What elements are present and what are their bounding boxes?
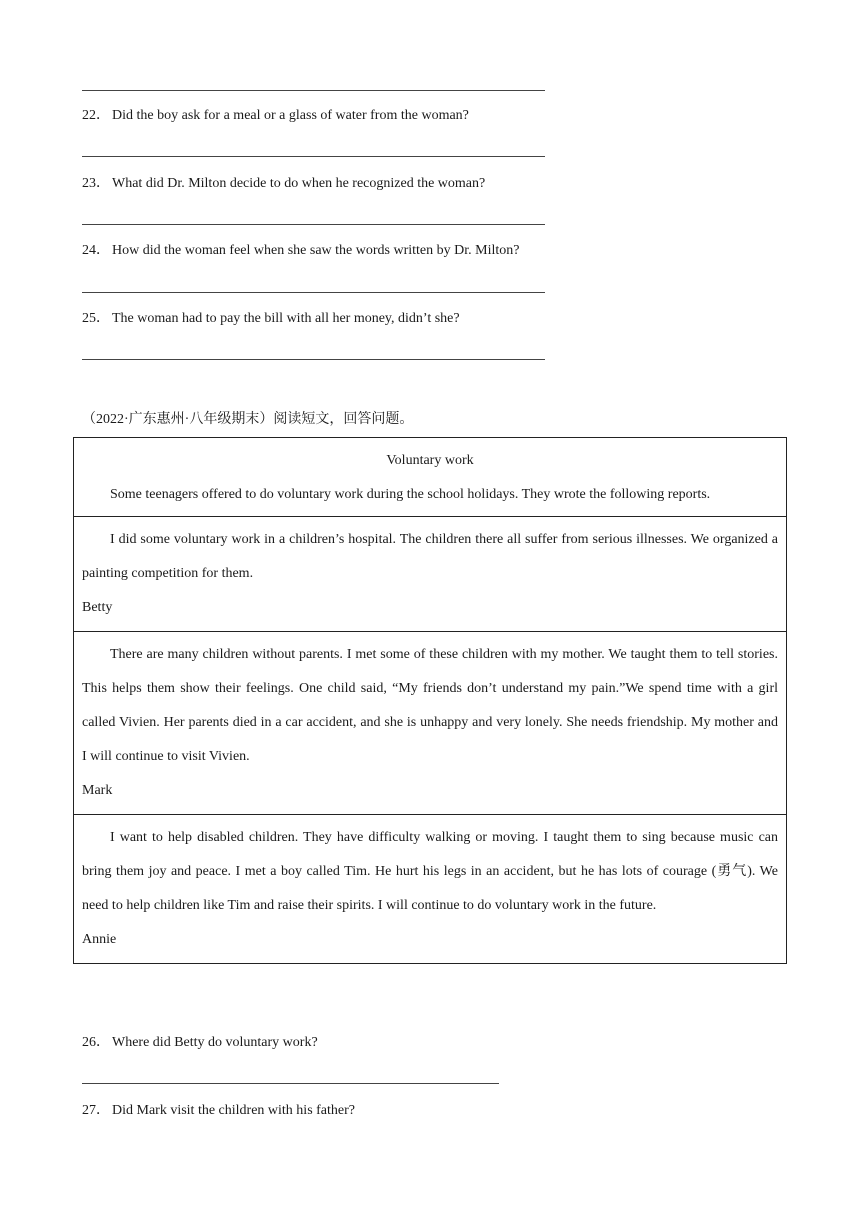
answer-line[interactable] <box>82 292 545 293</box>
question-24 <box>82 241 519 261</box>
report-text: I did some voluntary work in a children’s hospital. The children there all suffer from serious illnesses. We organized a painting competition for them. <box>82 532 778 581</box>
answer-line[interactable] <box>82 359 545 360</box>
question-text: What did Dr. Milton decide to do when he recognized the woman? <box>112 176 486 191</box>
question-text: The woman had to pay the bill with all her money, didn’t she? <box>112 311 460 326</box>
question-23 <box>82 174 485 194</box>
report-cell-betty <box>74 517 787 632</box>
report-row <box>74 815 787 964</box>
question-number: 25． <box>82 311 110 326</box>
answer-line[interactable] <box>82 156 545 157</box>
report-author: Annie <box>82 932 117 947</box>
passage-header-row <box>74 438 787 517</box>
question-number: 27． <box>82 1103 110 1118</box>
report-author: Mark <box>82 783 113 798</box>
question-text: Did the boy ask for a meal or a glass of water from the woman? <box>112 108 469 123</box>
question-number: 23． <box>82 176 110 191</box>
question-27 <box>82 1101 355 1121</box>
report-text: I want to help disabled children. They have difficulty walking or moving. I taught them to sing because music can bring them joy and peace. I met a boy called Tim. He hurt his legs in an accident, but he has lots of courage (勇气). We need to help children like Tim and raise their spirits. I will continue to do voluntary work in the future. <box>82 830 778 913</box>
answer-line[interactable] <box>82 1083 499 1084</box>
source-heading: （2022·广东惠州·八年级期末）阅读短文，回答问题。 <box>82 412 414 427</box>
report-row <box>74 632 787 815</box>
question-text: How did the woman feel when she saw the words written by Dr. Milton? <box>112 243 520 258</box>
report-cell-annie <box>74 815 787 964</box>
question-number: 26． <box>82 1035 110 1050</box>
report-author: Betty <box>82 600 113 615</box>
answer-line[interactable] <box>82 224 545 225</box>
passage-table <box>73 437 787 964</box>
report-cell-mark <box>74 632 787 815</box>
question-number: 24． <box>82 243 110 258</box>
report-text: There are many children without parents. I met some of these children with my mother. We taught them to tell stories. This helps them show their feelings. One child said, “My friends don’t understand my pain.”We spend time with a girl called Vivien. Her parents died in a car accident, and she is unhappy and very lonely. She needs friendship. My mother and I will continue to visit Vivien. <box>82 647 778 764</box>
passage-intro: Some teenagers offered to do voluntary work during the school holidays. They wrote the following reports. <box>110 487 711 502</box>
report-row <box>74 517 787 632</box>
passage-title: Voluntary work <box>386 453 474 468</box>
question-text: Where did Betty do voluntary work? <box>112 1035 318 1050</box>
question-number: 22． <box>82 108 110 123</box>
passage-header-cell <box>74 438 787 517</box>
question-22 <box>82 106 469 126</box>
question-text: Did Mark visit the children with his father? <box>112 1103 355 1118</box>
question-25 <box>82 309 460 329</box>
question-26 <box>82 1033 318 1053</box>
answer-line[interactable] <box>82 90 545 91</box>
